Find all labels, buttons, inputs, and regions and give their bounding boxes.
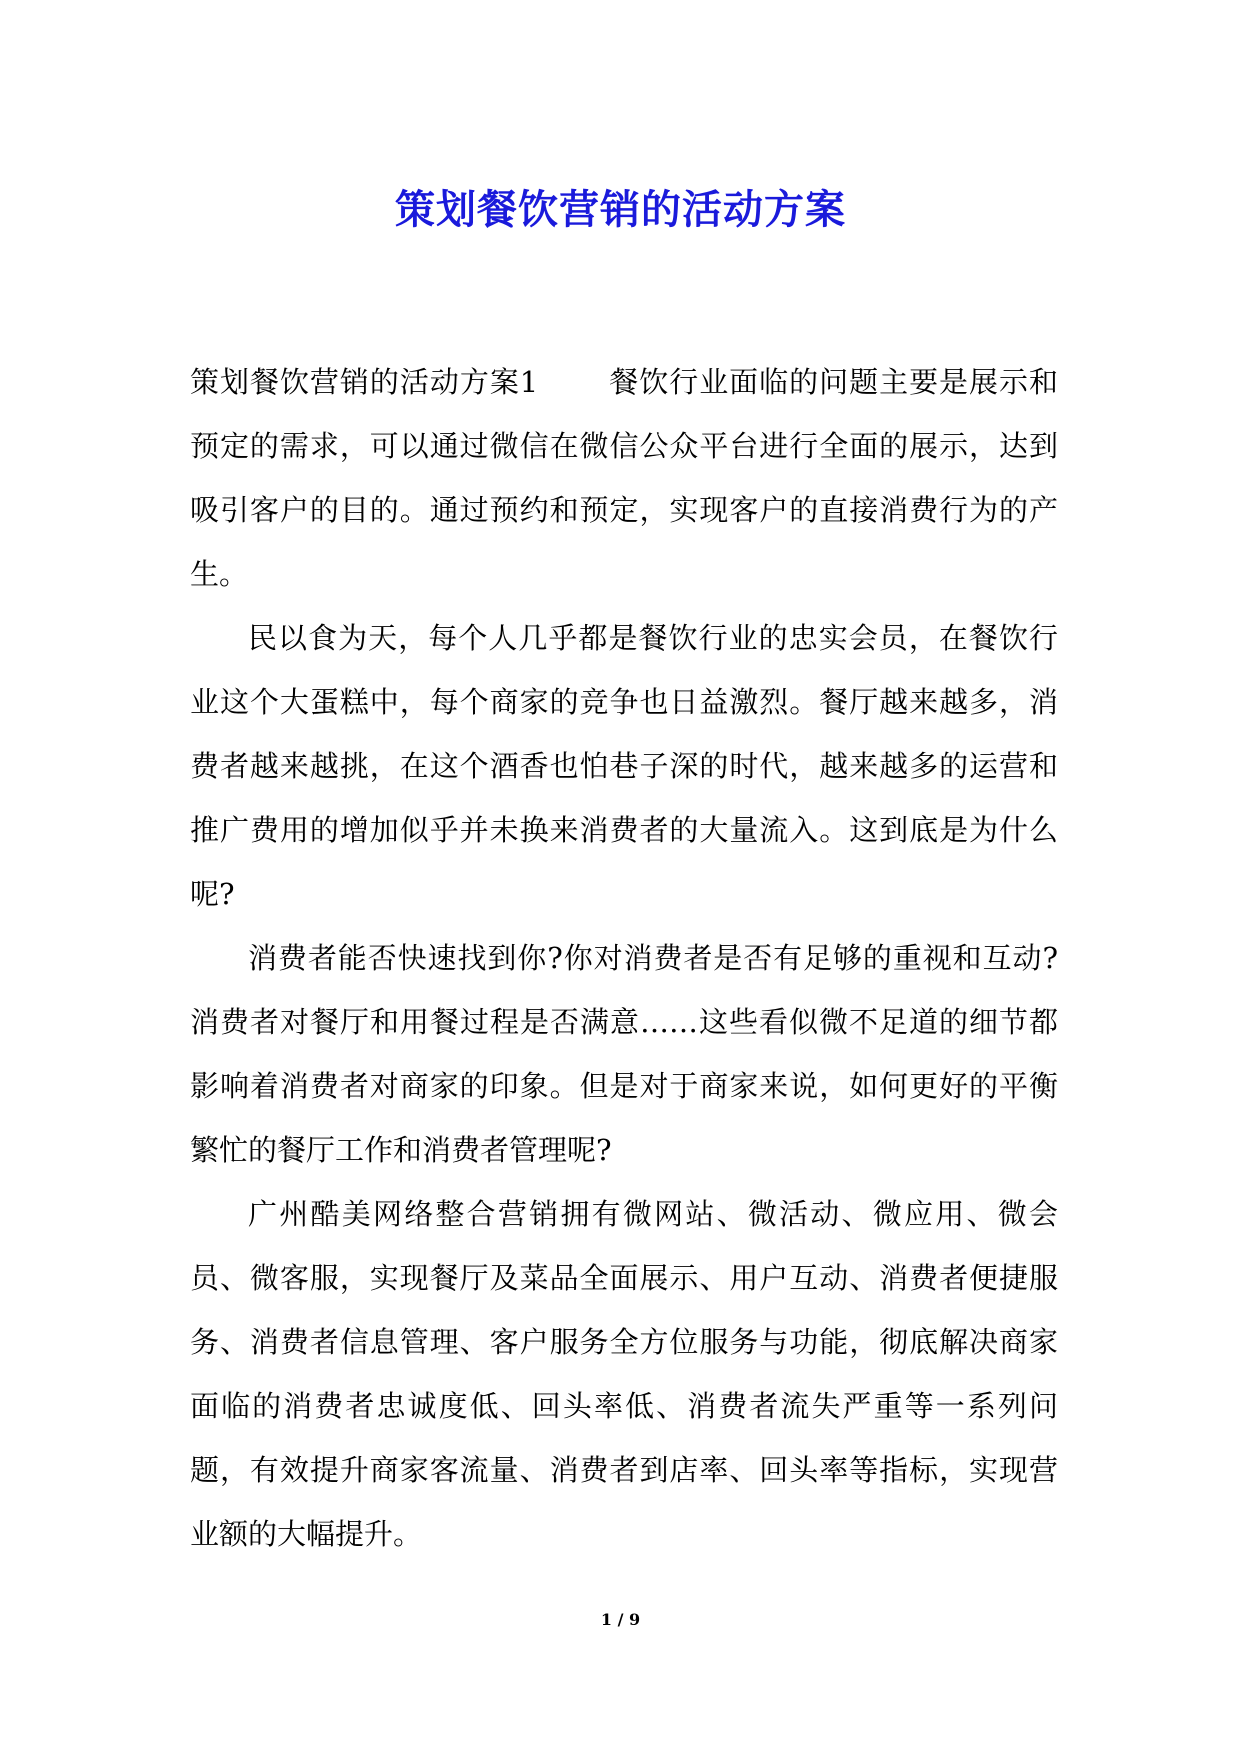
paragraph: 民以食为天，每个人几乎都是餐饮行业的忠实会员，在餐饮行业这个大蛋糕中，每个商家的竞争也日益激烈。餐厅越来越多，消费者越来越挑，在这个酒香也怕巷子深的时代，越来越多的运营和推广费用的增加似乎并未换来消费者的大量流入。这到底是为什么呢? — [190, 621, 1058, 911]
document-body — [190, 350, 1058, 1566]
document-title: 策划餐饮营销的活动方案 — [395, 186, 846, 233]
paragraph-intro — [190, 350, 1058, 606]
section-heading: 策划餐饮营销的活动方案1 — [190, 365, 539, 399]
paragraph: 消费者能否快速找到你?你对消费者是否有足够的重视和互动?消费者对餐厅和用餐过程是否满意……这些看似微不足道的细节都影响着消费者对商家的印象。但是对于商家来说，如何更好的平衡繁忙的餐厅工作和消费者管理呢? — [190, 941, 1058, 1167]
intro-text: 餐饮行业面临的问题主要是展示和预定的需求，可以通过微信在微信公众平台进行全面的展示，达到吸引客户的目的。通过预约和预定，实现客户的直接消费行为的产生。 — [190, 365, 1058, 591]
paragraph: 广州酷美网络整合营销拥有微网站、微活动、微应用、微会员、微客服，实现餐厅及菜品全面展示、用户互动、消费者便捷服务、消费者信息管理、客户服务全方位服务与功能，彻底解决商家面临的消费者忠诚度低、回头率低、消费者流失严重等一系列问题，有效提升商家客流量、消费者到店率、回头率等指标，实现营业额的大幅提升。 — [190, 1197, 1058, 1551]
page-number: 1 / 9 — [600, 1610, 641, 1629]
